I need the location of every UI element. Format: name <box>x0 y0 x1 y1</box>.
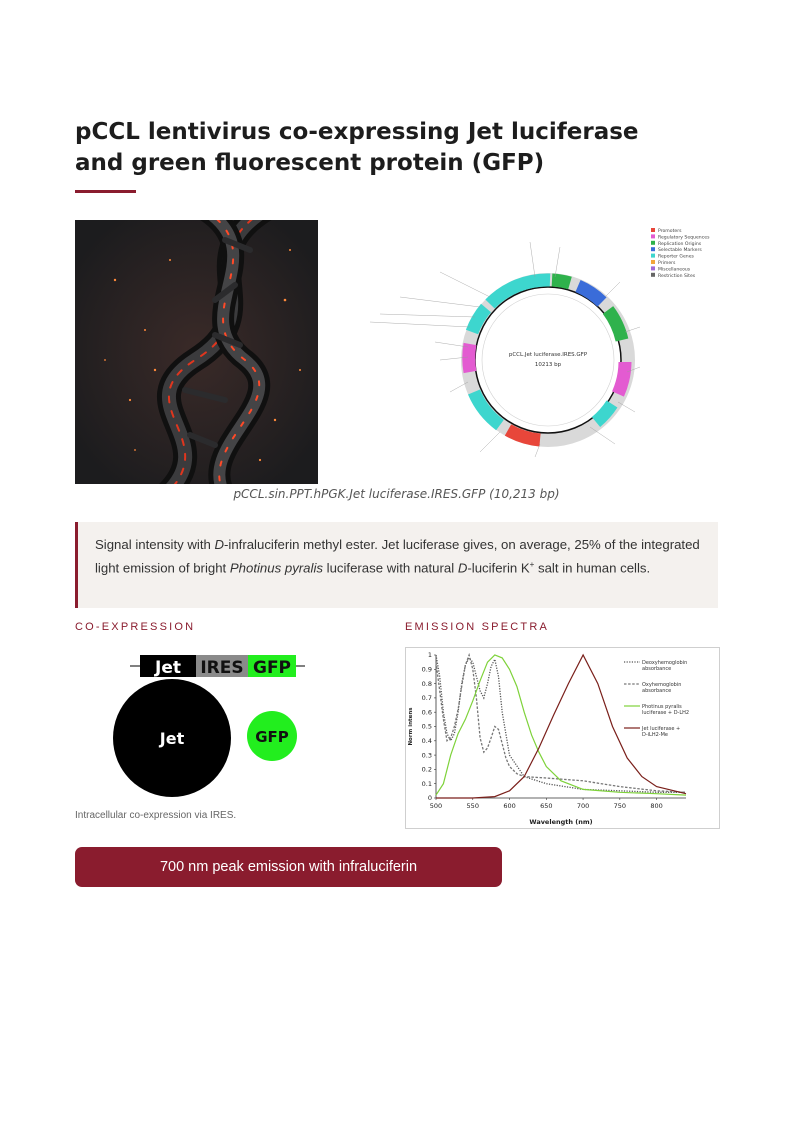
plasmid-size: 10213 bp <box>534 362 562 368</box>
title-underline <box>75 190 136 193</box>
plasmid-legend-label: Restriction Sites <box>658 273 696 279</box>
y-tick-label: 1 <box>427 651 432 660</box>
callout-d-1: D <box>214 537 225 552</box>
y-tick-label: 0.5 <box>421 722 432 731</box>
plasmid-legend-label: Replication Origins <box>658 241 702 247</box>
x-tick-label: 600 <box>503 802 516 810</box>
title-line-2: and green fluorescent protein (GFP) <box>75 150 545 176</box>
x-axis-label: Wavelength (nm) <box>529 818 593 826</box>
series-line <box>436 655 686 792</box>
plasmid-legend-swatch <box>651 273 655 277</box>
y-tick-label: 0.7 <box>421 694 432 703</box>
callout-d-2: D <box>457 560 468 576</box>
callout-text-1: Signal intensity with <box>95 537 215 552</box>
segment-gfp-label: GFP <box>252 658 292 678</box>
emission-spectra-chart <box>405 647 720 829</box>
callout-text-3: luciferase with natural <box>322 560 458 576</box>
plasmid-legend-label: Regulatory Sequences <box>658 235 710 241</box>
plasmid-legend-swatch <box>651 241 655 245</box>
plasmid-legend-label: Miscellaneous <box>658 267 691 273</box>
y-tick-label: 0.8 <box>421 679 432 688</box>
title-line-1: pCCL lentivirus co-expressing Jet luciferase <box>75 119 639 145</box>
segment-jet-label: Jet <box>155 658 181 678</box>
peak-emission-banner: 700 nm peak emission with infraluciferin <box>75 847 502 887</box>
plasmid-legend-label: Promoters <box>658 229 682 234</box>
x-tick-label: 650 <box>540 802 553 810</box>
x-tick-label: 500 <box>429 802 443 810</box>
plasmid-map-svg <box>340 222 718 484</box>
callout-text-2: -infraluciferin methyl ester. Jet luciferase gives, on average, 25% of the integrated light emission of bright <box>95 537 700 576</box>
plasmid-legend <box>651 228 710 279</box>
callout-superscript: + <box>529 560 535 569</box>
y-tick-label: 0.4 <box>421 737 432 745</box>
plasmid-legend-swatch <box>651 266 655 270</box>
plasmid-legend-swatch <box>651 228 655 232</box>
callout-species: Photinus pyralis <box>229 560 323 576</box>
legend-label: Jet luciferase + D-iLH2-Me <box>642 726 681 738</box>
y-tick-label: 0.2 <box>421 765 432 774</box>
plasmid-legend-swatch <box>651 260 655 264</box>
emission-spectra-svg <box>406 648 719 828</box>
x-tick-label: 700 <box>576 802 590 810</box>
signal-intensity-callout <box>75 522 718 608</box>
callout-text-5: salt in human cells. <box>534 560 651 576</box>
section-coexpression: CO-EXPRESSION <box>75 621 196 633</box>
page-title <box>75 117 675 179</box>
plasmid-legend-label: Reporter Genes <box>658 254 694 260</box>
x-tick-label: 800 <box>650 802 663 810</box>
y-tick-label: 0.3 <box>421 751 432 760</box>
coexpression-caption: Intracellular co-expression via IRES. <box>75 810 237 821</box>
legend-label: Deoxyhemoglobin absorbance <box>642 660 688 672</box>
y-tick-label: 0.1 <box>421 779 432 788</box>
legend-label: Photinus pyralis luciferase + D-LH2 <box>642 704 690 716</box>
plasmid-legend-label: Primers <box>658 261 676 266</box>
dna-helix-illustration <box>75 220 318 484</box>
plasmid-legend-swatch <box>651 234 655 238</box>
legend-label: Oxyhemoglobin absorbance <box>642 682 682 694</box>
section-emission-spectra: EMISSION SPECTRA <box>405 621 549 633</box>
y-tick-label: 0.6 <box>421 708 432 717</box>
plasmid-legend-swatch <box>651 247 655 251</box>
x-tick-label: 550 <box>466 802 479 810</box>
y-tick-label: 0 <box>427 794 432 803</box>
jet-circle-label: Jet <box>159 729 185 748</box>
coexpression-diagram <box>75 648 335 800</box>
x-tick-label: 750 <box>613 802 627 810</box>
segment-ires-label: IRES <box>200 658 244 678</box>
plasmid-caption: pCCL.sin.PPT.hPGK.Jet luciferase.IRES.GFP (10,213 bp) <box>233 487 560 501</box>
callout-text-4: -luciferin K <box>467 560 530 576</box>
plasmid-legend-swatch <box>651 254 655 258</box>
y-tick-label: 0.9 <box>421 665 432 674</box>
plasmid-map <box>340 222 718 484</box>
y-axis-label: Norm intens <box>408 707 414 746</box>
dna-helix-image <box>75 220 318 484</box>
coexpression-svg <box>75 648 335 800</box>
plasmid-name: pCCL.Jet luciferase.IRES.GFP <box>508 352 588 358</box>
plasmid-legend-label: Selectable Markers <box>658 248 702 254</box>
gfp-circle-label: GFP <box>255 728 289 746</box>
